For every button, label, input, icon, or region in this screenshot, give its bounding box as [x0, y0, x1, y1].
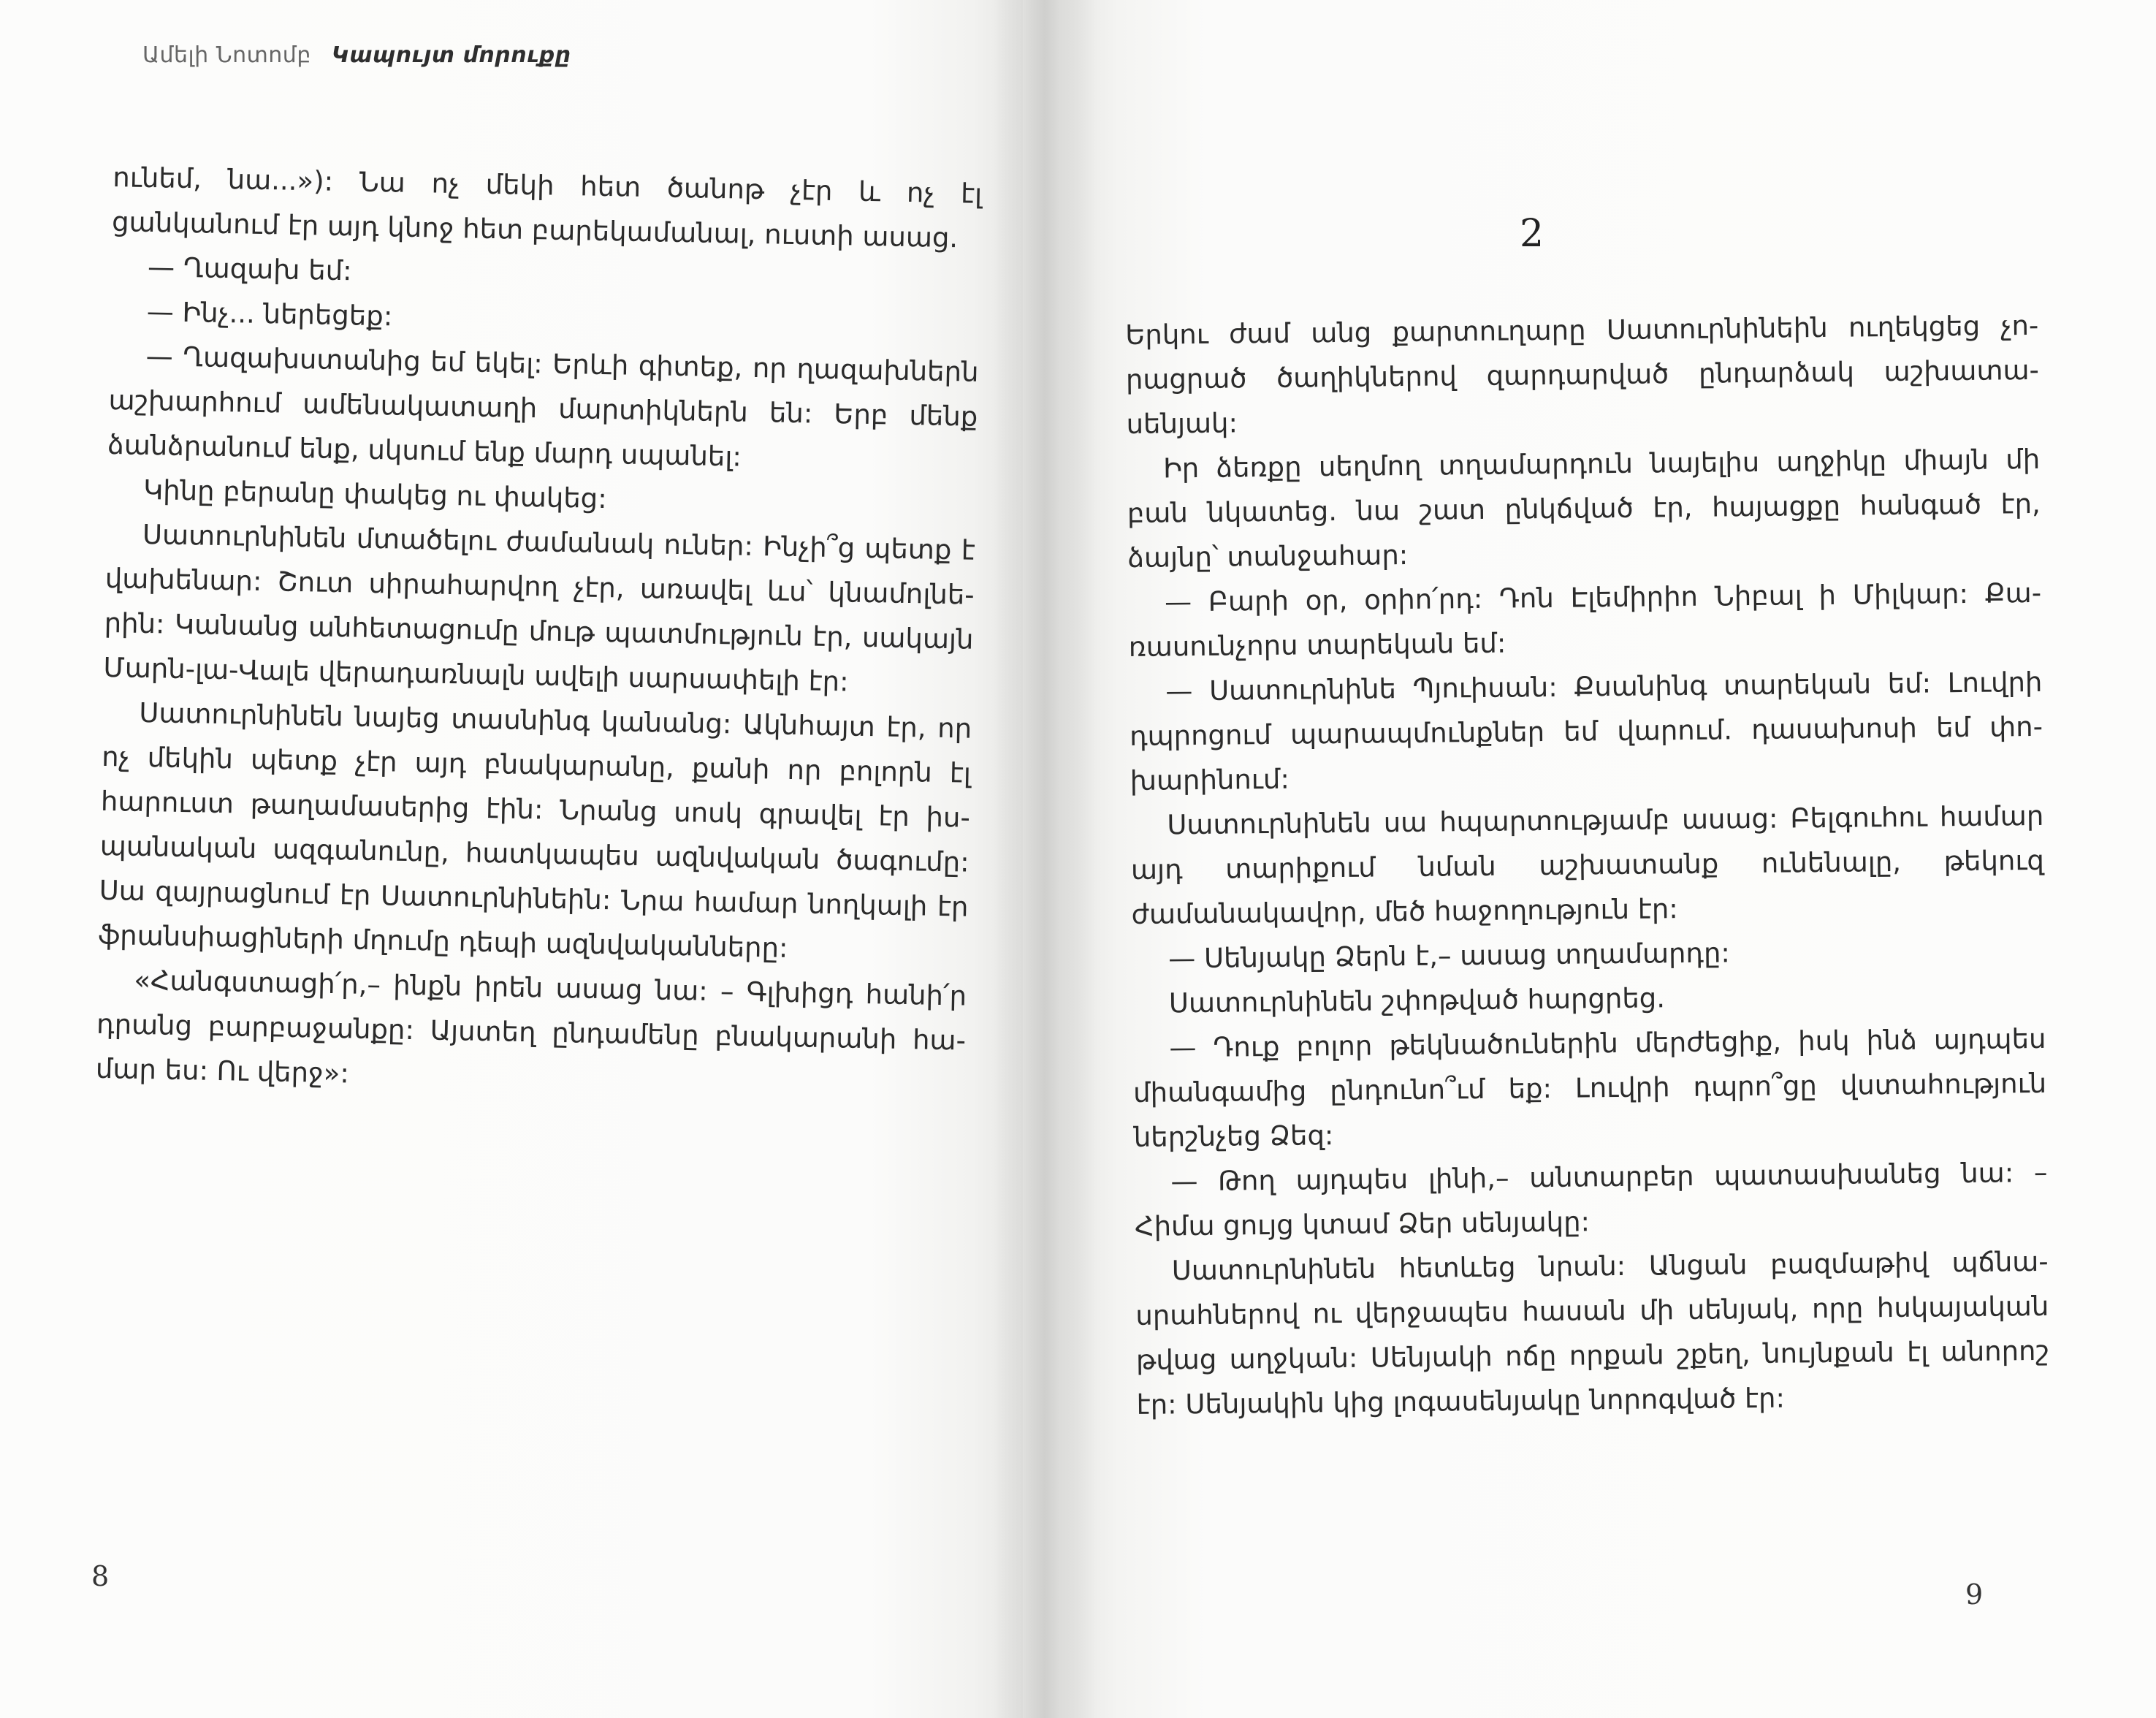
paragraph: Սատուրնինեն սա հպարտությամբ ասաց: Բելգուհու համար այդ տարիքում նման աշխատանք ունենալը, թեկուզ ժամանակավոր, մեծ հաջողություն էր: — [1130, 799, 2045, 930]
paragraph: — Ղազախստանից եմ եկել: Երևի գիտեք, որ ղազախներն աշխարհում ամենակատաղի մարտիկներն են: Երբ մենք ձանձրանում ենք, սկսում ենք մարդ սպանել: — [107, 340, 979, 473]
paragraph: «Հանգստացի՛ր,– ինքն իրեն ասաց նա: – Գլխիցդ հանի՛ր դրանց բարբաջանքը: Այստեղ ընդամենը բնակարանի համար ես: Ու վերջ»: — [95, 964, 967, 1090]
paragraph: ունեմ, նա...»): Նա ոչ մեկի հետ ծանոթ չէր և ոչ էլ ցանկանում էր այդ կնոջ հետ բարեկամանալ, ուստի ասաց. — [111, 161, 983, 254]
paragraph: — Թող այդպես լինի,– անտարբեր պատասխանեց նա: – Հիմա ցույց կտամ Ձեր սենյակը: — [1134, 1156, 2048, 1242]
paragraph: Կինը բերանը փակեց ու փակեց: — [142, 474, 608, 515]
paragraph: Սատուրնինեն նայեց տասնինգ կանանց: Ակնհայտ էր, որ ոչ մեկին պետք չէր այդ բնակարանը, քանի որ բոլորն էլ հարուստ թաղամասերից էին: Նրանց սոսկ գրավել էր իսպանական ազգանունը, հատկապես ազնվական ծագումը: Սա զայրացնում էր Սատուրնինեին: Նրա համար նողկալի էր ֆրանսիացիների մղումը դեպի ազնվականները: — [98, 696, 972, 964]
left-page — [0, 0, 1023, 1718]
paragraph: — Սատուրնինե Պյուիսան: Քսանինգ տարեկան եմ: Լուվրի դպրոցում պարապմունքներ եմ վարում. դասախոսի եմ փոխարինում: — [1129, 666, 2043, 797]
chapter-number: 2 — [1520, 212, 1544, 256]
right-page-text — [1125, 303, 2050, 1427]
paragraph: Սատուրնինեն հետևեց նրան: Անցան բազմաթիվ պճնասրահներով ու վերջապես հասան մի սենյակ, որը հսկայական թվաց աղջկան: Սենյակի ոճը որքան շքեղ, նույնքան էլ անորոշ էր: Սենյակին կից լոգասենյակը նորոգված էր: — [1135, 1245, 2050, 1421]
paragraph: Սատուրնինեն մտածելու ժամանակ ուներ: Ինչի՞ց պետք է վախենար: Շուտ սիրահարվող չէր, առավել ևս՝ կնամոլներին: Կանանց անհետացումը մութ պատմություն էր, սակայն Մարն-լա-Վալե վերադառնալն ավելի սարսափելի էր: — [103, 518, 976, 698]
paragraph: Սատուրնինեն շփոթված հարցրեց. — [1168, 982, 1666, 1019]
page-number-left: 8 — [91, 1560, 110, 1592]
right-page — [1052, 0, 2156, 1718]
paragraph: Իր ձեռքը սեղմող տղամարդուն նայելիս աղջիկը միայն մի բան նկատեց. նա շատ ընկճված էր, հայացքը հանգած էր, ձայնը՝ տանջահար: — [1127, 443, 2041, 574]
running-head — [142, 42, 571, 68]
paragraph: Երկու ժամ անց քարտուղարը Սատուրնինեին ուղեկցեց չորացրած ծաղիկներով զարդարված ընդարձակ աշխատասենյակ: — [1125, 309, 2040, 440]
paragraph: — Ղազախ եմ: — [147, 251, 353, 287]
paragraph: — Սենյակը Ձերն է,– ասաց տղամարդը: — [1168, 937, 1731, 975]
book-gutter-shadow — [994, 0, 1096, 1718]
running-head-author: Ամելի Նոտոմբ — [142, 42, 311, 68]
paragraph: — Ինչ... ներեցեք: — [146, 295, 393, 332]
paragraph: — Բարի օր, օրիո՛րդ: Դոն Էլեմիրիո Նիբալ ի Միլկար: Քառասունչորս տարեկան եմ: — [1128, 577, 2042, 663]
running-head-book-title: Կապույտ մորուքը — [331, 42, 571, 68]
paragraph: — Դուք բոլոր թեկնածուներին մերժեցիք, իսկ ինձ այդպես միանգամից ընդունո՞ւմ եք: Լուվրի դպրո՞ցը վստահություն ներշնչեց Ձեզ: — [1132, 1022, 2047, 1153]
page-number-right: 9 — [1965, 1578, 1984, 1611]
left-page-text — [95, 155, 982, 1108]
